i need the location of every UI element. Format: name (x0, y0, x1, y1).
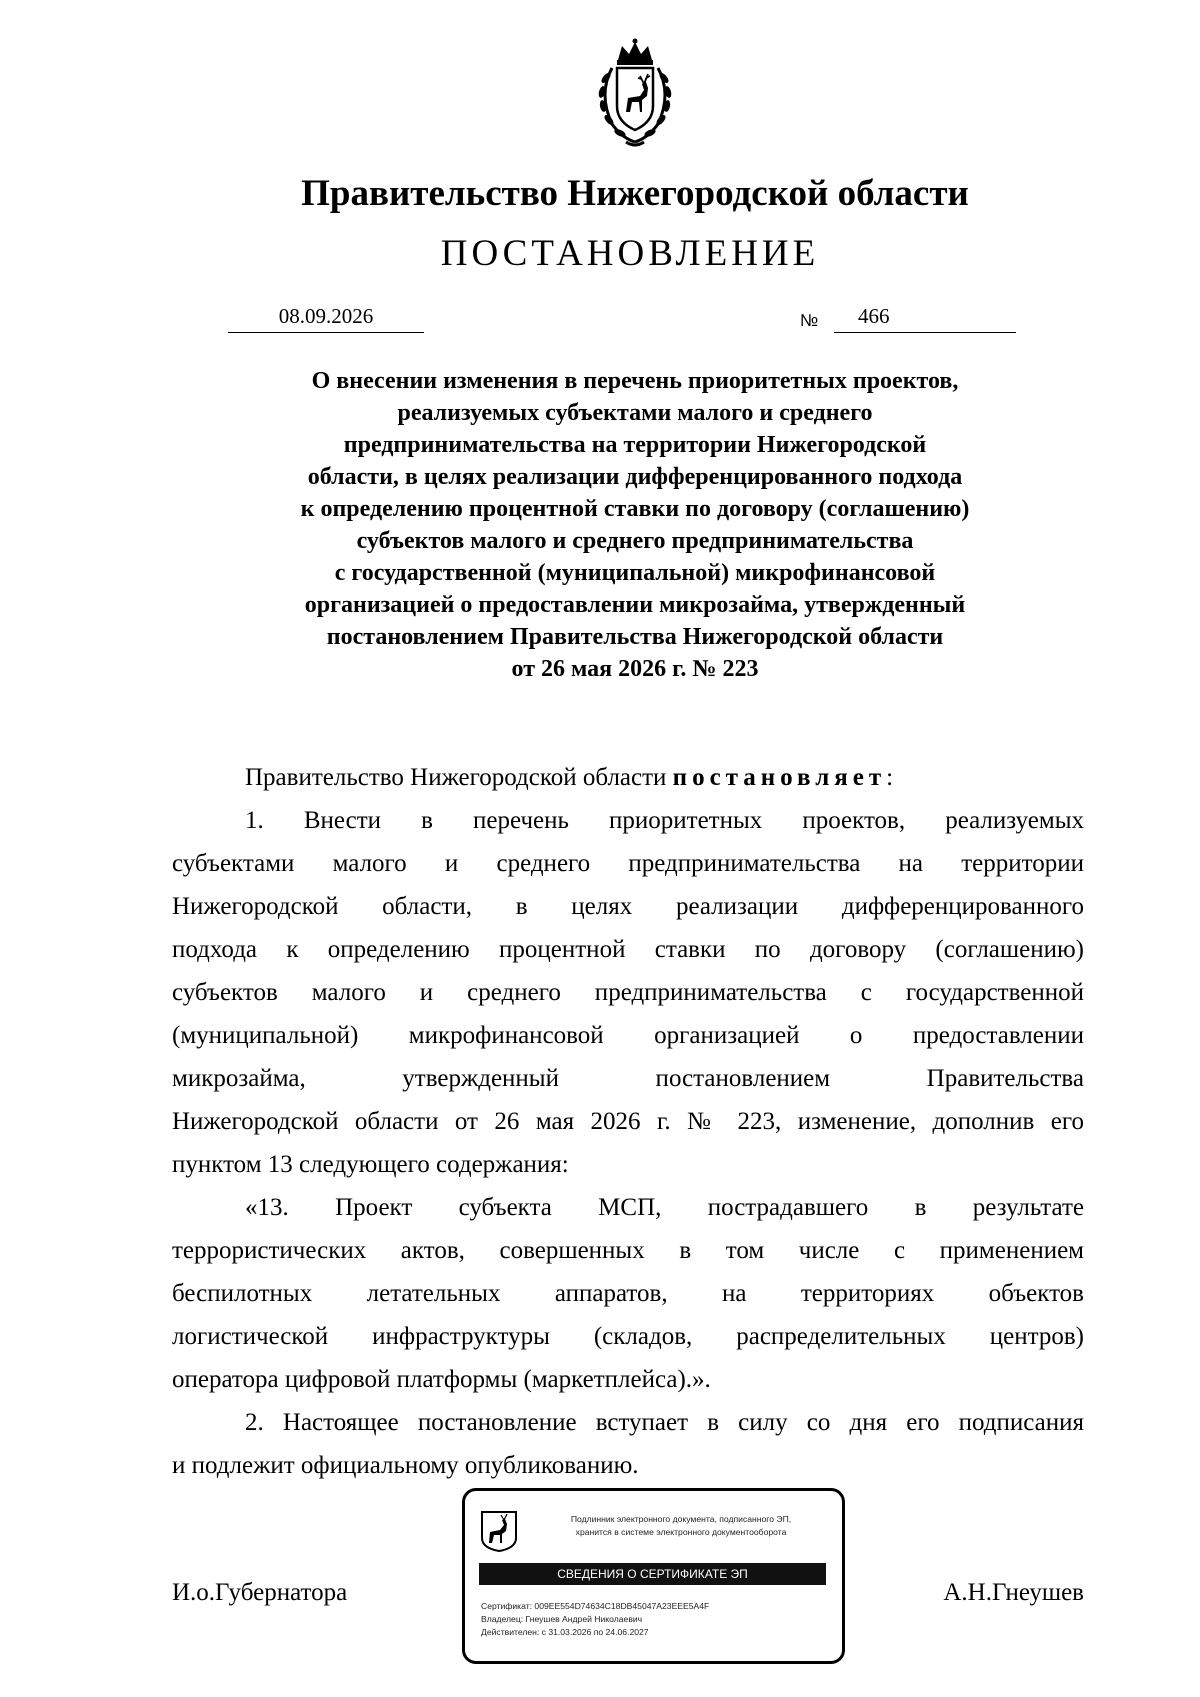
paragraph-1-line: микрозайма, утвержденный постановлением Правительства (172, 1065, 1084, 1092)
intro-text: Правительство Нижегородской области (245, 764, 673, 791)
number-sign: № (800, 311, 819, 330)
stamp-note-line: Подлинник электронного документа, подписанного ЭП, (570, 1514, 792, 1524)
quoted-item-line: логистической инфраструктуры (складов, распределительных центров) (172, 1323, 1084, 1350)
heading-line: к определению процентной ставки по договору (соглашению) (300, 496, 970, 522)
quoted-item-line: оператора цифровой платформы (маркетплейса).». (172, 1366, 711, 1393)
paragraph-1-line: субъектов малого и среднего предпринимательства с государственной (172, 979, 1084, 1006)
paragraph-2-line: 2. Настоящее постановление вступает в силу со дня его подписания (245, 1409, 1084, 1436)
certificate-validity: Действителен: с 31.03.2026 по 24.06.2027 (481, 1627, 649, 1637)
heading-line: от 26 мая 2026 г. № 223 (511, 656, 759, 682)
heading-line: с государственной (муниципальной) микрофинансовой (334, 560, 936, 586)
document-heading (180, 365, 1090, 685)
paragraph-2-line: и подлежит официальному опубликованию. (172, 1452, 639, 1479)
signer-title: И.о.Губернатора (172, 1579, 348, 1606)
intro-end: : (886, 764, 894, 791)
stamp-note-line: хранится в системе электронного документооборота (575, 1527, 787, 1537)
paragraph-1-line: подхода к определению процентной ставки по договору (соглашению) (172, 936, 1084, 963)
quoted-item-line: беспилотных летательных аппаратов, на территориях объектов (172, 1280, 1084, 1307)
paragraph-1-line: пунктом 13 следующего содержания: (172, 1151, 569, 1178)
deer-emblem-icon (480, 1510, 518, 1552)
intro-paragraph (245, 761, 893, 794)
certificate-serial: Сертификат: 009EE554D74634C18DB45047A23EEE5A4F (481, 1601, 710, 1611)
heading-line: предпринимательства на территории Нижегородской (343, 432, 927, 458)
heading-line: реализуемых субъектами малого и среднего (397, 400, 873, 426)
signer-name: А.Н.Гнеушев (943, 1579, 1084, 1606)
stamp-note (531, 1513, 831, 1539)
paragraph-1-line: субъектами малого и среднего предпринимательства на территории (172, 850, 1084, 877)
heading-line: субъектов малого и среднего предпринимательства (356, 528, 914, 554)
paragraph-1-line: 1. Внести в перечень приоритетных проектов, реализуемых (245, 807, 1084, 834)
coat-of-arms-icon (582, 38, 688, 150)
document-type: ПОСТАНОВЛЕНИЕ (440, 233, 820, 274)
quoted-item-line: террористических актов, совершенных в том числе с применением (172, 1237, 1084, 1264)
document-number-value: 466 (858, 304, 890, 328)
heading-line: организацией о предоставлении микрозайма, утвержденный (304, 592, 966, 618)
heading-line: О внесении изменения в перечень приоритетных проектов, (311, 368, 959, 394)
certificate-info-header: СВЕДЕНИЯ О СЕРТИФИКАТЕ ЭП (479, 1563, 826, 1585)
certificate-owner: Владелец: Гнеушев Андрей Николаевич (481, 1614, 643, 1624)
paragraph-1-line: Нижегородской области от 26 мая 2026 г. № 223, изменение, дополнив его (172, 1108, 1084, 1135)
paragraph-1-line: Нижегородской области, в целях реализации дифференцированного (172, 893, 1084, 920)
electronic-signature-stamp (462, 1488, 845, 1664)
intro-verb: постановляет (672, 764, 887, 791)
heading-line: постановлением Правительства Нижегородской области (326, 624, 944, 650)
paragraph-1-line: (муниципальной) микрофинансовой организацией о предоставлении (172, 1022, 1084, 1049)
organization-title: Правительство Нижегородской области (301, 173, 969, 214)
certificate-details (481, 1600, 709, 1639)
document-date: 08.09.2026 (228, 303, 424, 333)
document-number (834, 303, 1016, 333)
quoted-item-line: «13. Проект субъекта МСП, пострадавшего в результате (245, 1194, 1084, 1221)
heading-line: области, в целях реализации дифференцированного подхода (307, 464, 963, 490)
